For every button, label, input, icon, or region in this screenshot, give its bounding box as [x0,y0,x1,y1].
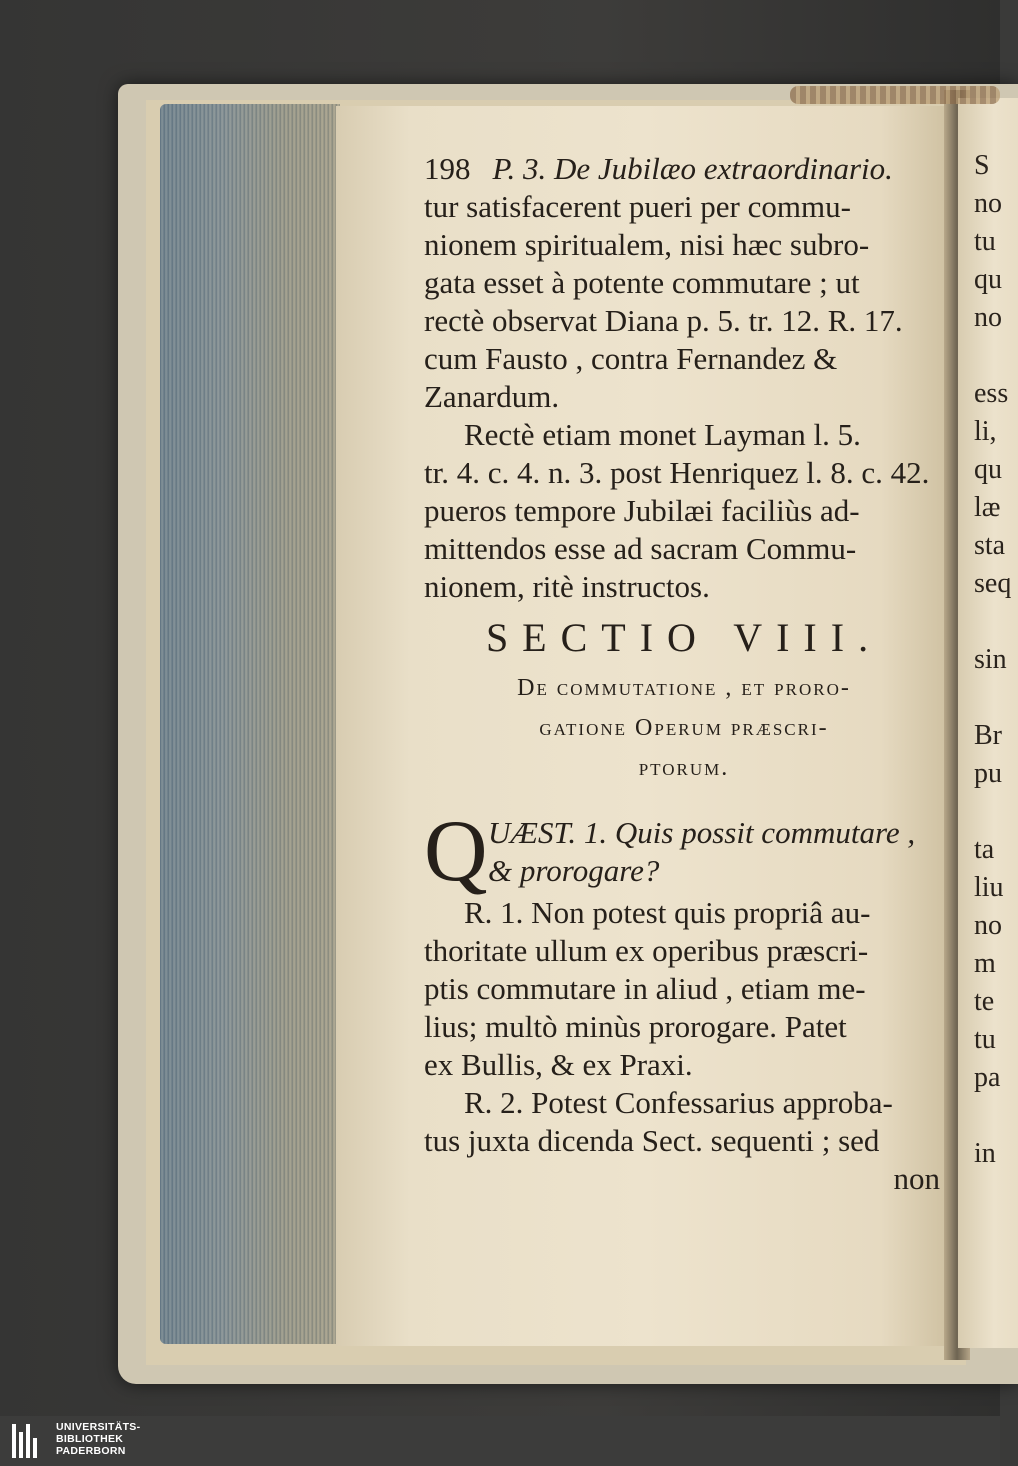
fragment: ta [974,834,995,865]
fragment: no [974,188,1002,219]
fragment [974,340,1004,378]
fragment: pa [974,1062,1001,1093]
library-logo-icon [12,1424,42,1458]
text-line: mittendos esse ad sacram Commu- [424,531,857,566]
text-line: tus juxta dicenda Sect. sequenti ; sed [424,1123,880,1158]
library-name-line-3: PADERBORN [56,1445,126,1457]
fragment: in [974,1138,996,1169]
question-line-2: & prorogare? [488,853,660,888]
subtitle-line: ptorum. [638,755,730,781]
text-line: thoritate ullum ex operibus præscri- [424,933,869,968]
text-line: cum Fausto , contra Fernandez & [424,341,838,376]
fragment [974,796,1004,834]
text-line: gata esset à potente commutare ; ut [424,265,860,300]
fragment: læ [974,492,1001,523]
text-line: R. 2. Potest Confessarius approba- [464,1085,893,1120]
text-line: nionem spiritualem, nisi hæc subro- [424,227,870,262]
fragment: m [974,948,996,979]
right-page-fragments [974,150,1012,1176]
fragment [974,606,1004,644]
catchword: non [893,1161,940,1196]
text-line: rectè observat Diana p. 5. tr. 12. R. 17. [424,303,903,338]
text-line: ex Bullis, & ex Praxi. [424,1047,693,1082]
drop-cap: Q [424,803,488,900]
fragment: S [974,150,990,181]
fragment: seq [974,568,1012,599]
fragment: qu [974,454,1002,485]
fragment: tu [974,1024,996,1055]
fragment: Br [974,720,1002,751]
text-line: lius; multò minùs prorogare. Patet [424,1009,847,1044]
fragment: liu [974,872,1004,903]
text-line: nionem, ritè instructos. [424,569,710,604]
paragraph-1 [424,188,944,416]
paragraph-3 [424,894,944,1084]
text-line: pueros tempore Jubilæi faciliùs ad- [424,493,860,528]
fragment [974,682,1004,720]
fragment: no [974,302,1002,333]
fragment: qu [974,264,1002,295]
fragment: te [974,986,995,1017]
text-line: Rectè etiam monet Layman l. 5. [464,417,861,452]
text-line: R. 1. Non potest quis propriâ au- [464,895,871,930]
fore-edge [160,104,340,1344]
section-heading: SECTIO VIII. [485,615,883,660]
fragment: ess [974,378,1009,409]
binding-stitch [790,86,1000,104]
paragraph-4 [424,1084,944,1160]
fragment: pu [974,758,1002,789]
library-name-line-2: BIBLIOTHEK [56,1433,124,1445]
text-line: tur satisfacerent pueri per commu- [424,189,851,224]
question-block [424,803,944,900]
running-title: P. 3. De Jubilæo extraordinario. [492,151,893,186]
library-name-line-1: UNIVERSITÄTS- [56,1421,141,1433]
subtitle-line: De commutatione , et proro- [517,675,851,701]
running-head [424,150,944,188]
question-line-1: UÆST. 1. Quis possit commutare , [488,815,916,850]
fragment: tu [974,226,996,257]
fragment: li, [974,416,997,447]
paragraph-2 [424,416,944,606]
text-line: Zanardum. [424,379,560,414]
page-number: 198 [424,151,471,186]
fragment: sta [974,530,1006,561]
footer-bar [0,1416,1000,1466]
text-line: ptis commutare in aliud , etiam me- [424,971,866,1006]
library-name [56,1421,140,1457]
left-page-text [424,150,944,1198]
subtitle-line: gatione Operum præscri- [539,715,829,741]
fragment [974,1100,1004,1138]
fragment: no [974,910,1002,941]
fragment: sin [974,644,1007,675]
text-line: tr. 4. c. 4. n. 3. post Henriquez l. 8. c. 42. [424,455,930,490]
section-subtitle [424,668,944,788]
